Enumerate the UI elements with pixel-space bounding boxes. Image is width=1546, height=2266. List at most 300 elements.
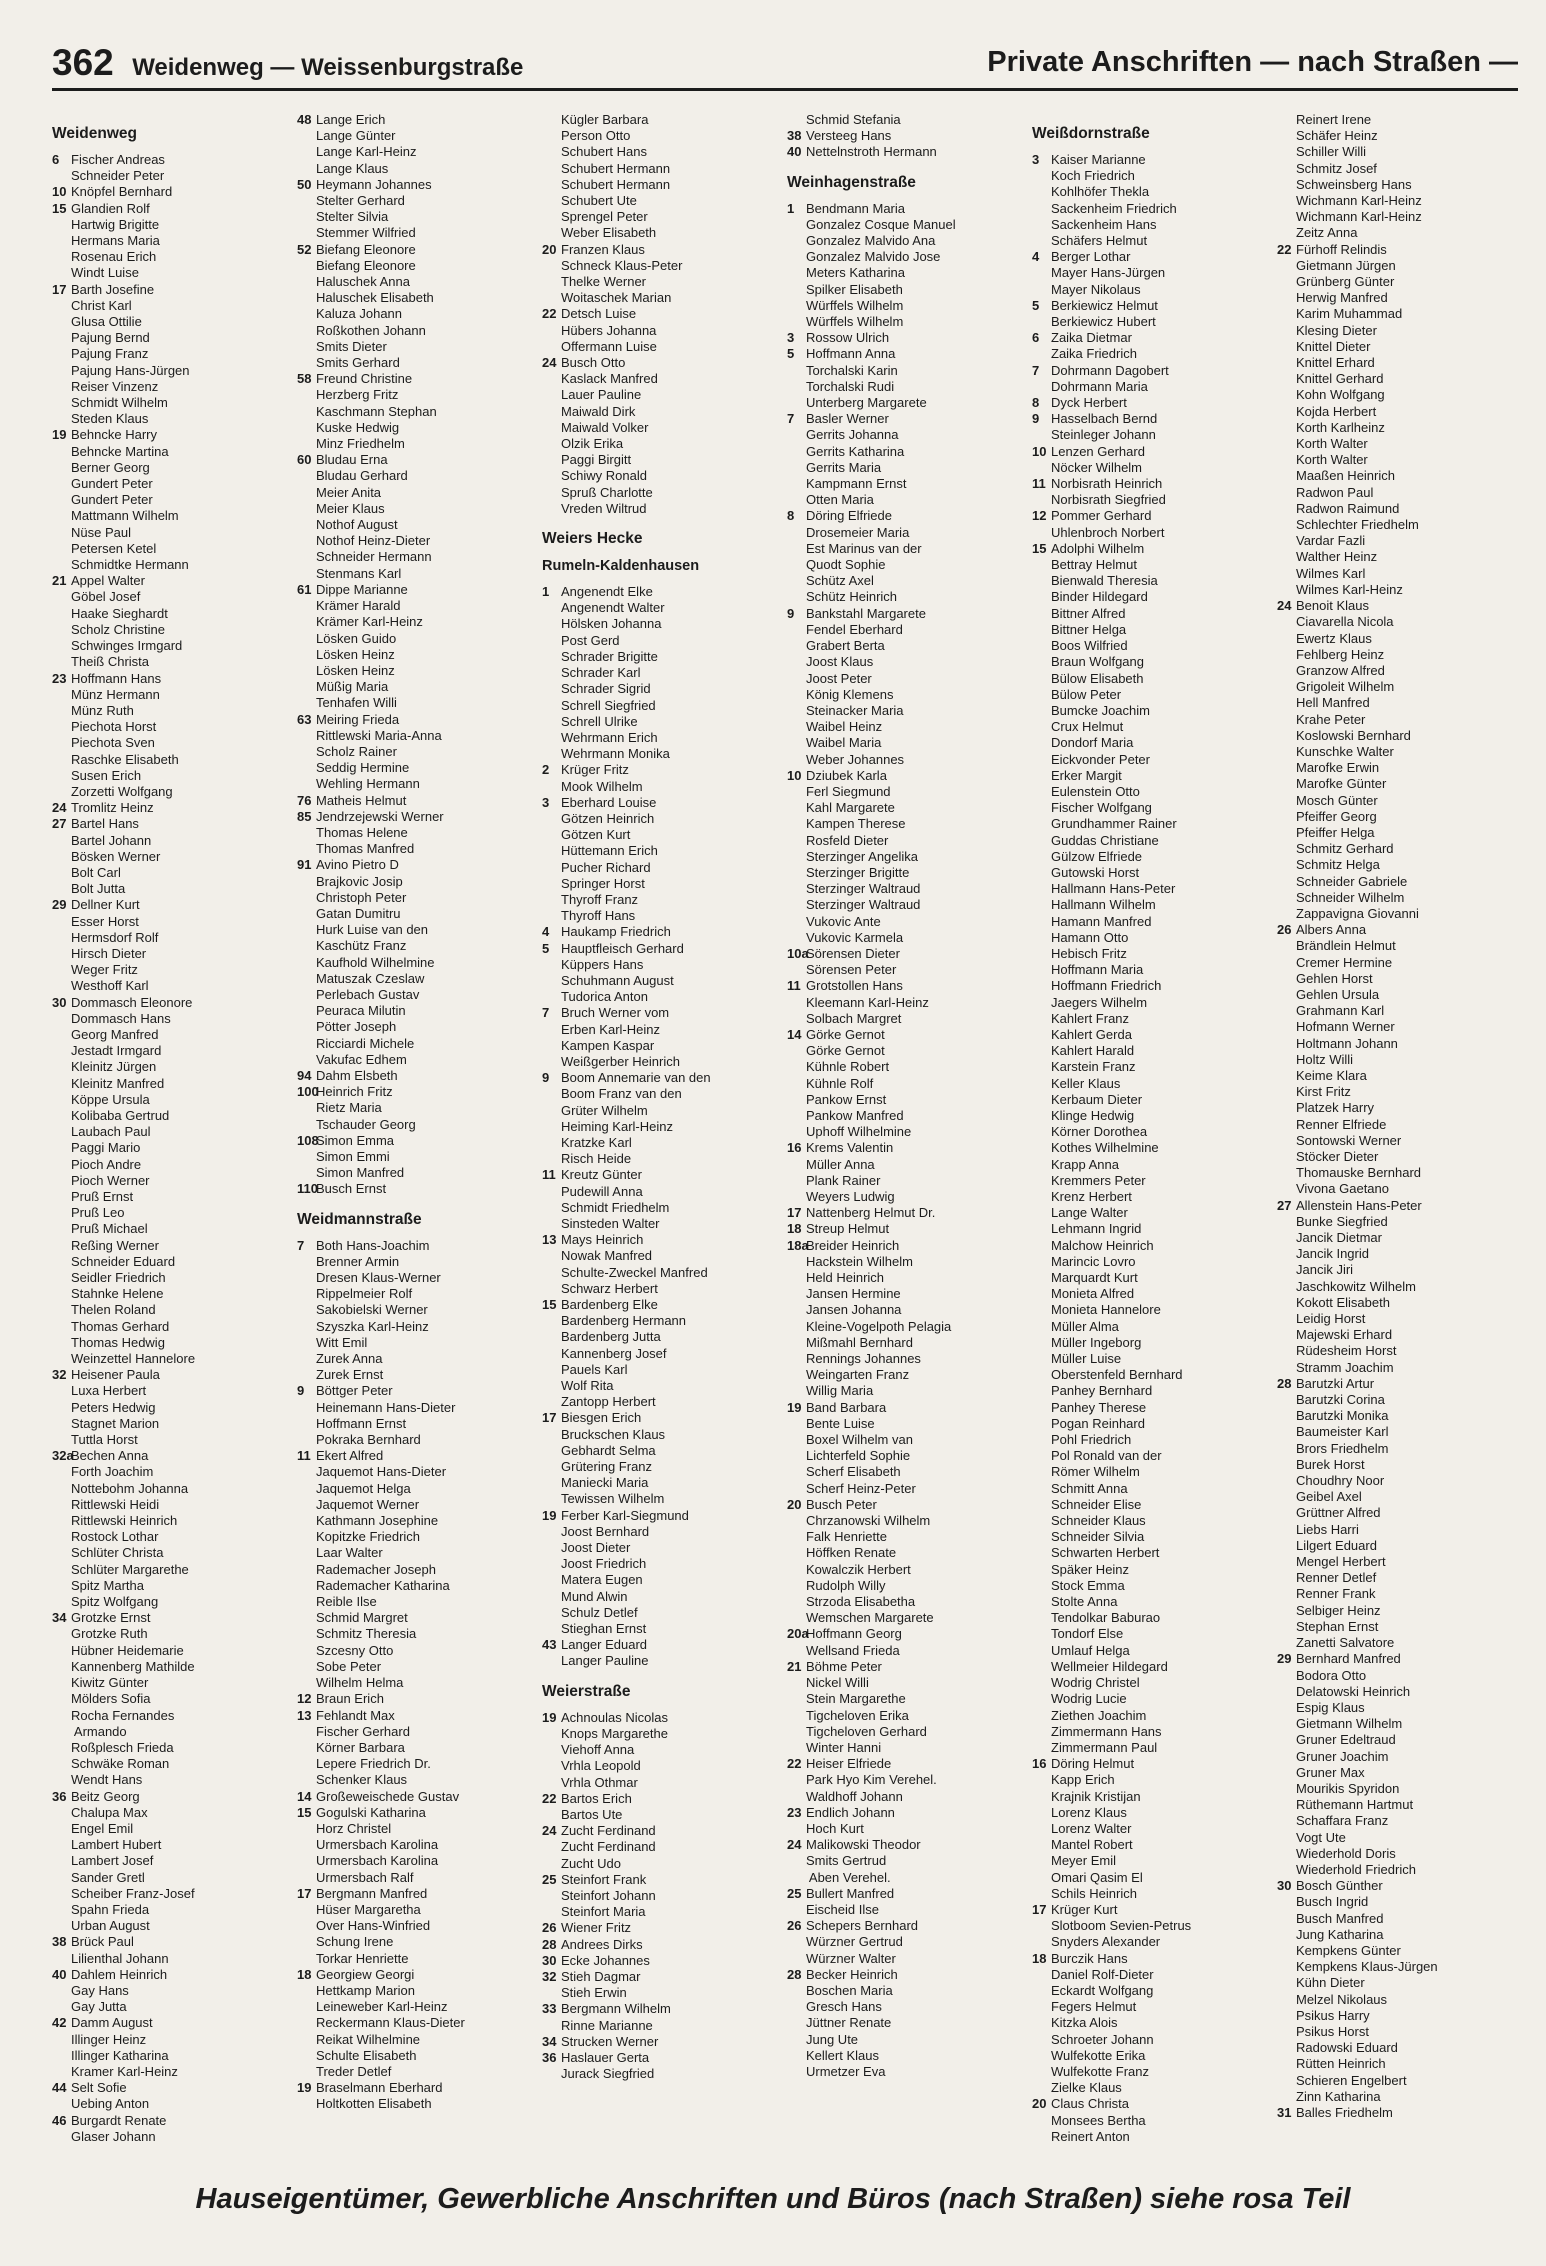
resident-name: Bienwald Theresia [1051,573,1158,589]
resident-name: Hackstein Wilhelm [806,1253,913,1269]
resident-name: Uhlenbroch Norbert [1051,524,1165,540]
resident-entry [542,1726,780,1742]
resident-entry [52,671,290,687]
resident-entry [1032,1529,1270,1545]
resident-entry [542,161,780,177]
resident-name: Joost Dieter [561,1540,631,1556]
resident-entry [1277,1927,1515,1943]
resident-name: Laubach Paul [71,1124,151,1140]
resident-entry [297,128,535,144]
resident-entry [1032,1173,1270,1189]
resident-entry [787,1140,1025,1156]
house-number: 1 [542,584,550,600]
resident-name: Wehrmann Erich [561,729,658,745]
resident-name: Wiederhold Doris [1296,1845,1396,1861]
resident-name: Tenhafen Willi [316,695,397,711]
resident-name: Knittel Erhard [1296,355,1375,371]
house-number: 32 [542,1968,557,1984]
resident-entry [297,501,535,517]
resident-entry [542,1920,780,1936]
resident-name: Sakobielski Werner [316,1302,428,1318]
resident-entry [787,1189,1025,1205]
resident-entry [297,1181,535,1197]
resident-entry [787,1205,1025,1221]
resident-name: Achnoulas Nicolas [561,1709,668,1725]
resident-name: Schmidt Wilhelm [71,395,168,411]
resident-name: Schrader Karl [561,665,641,681]
resident-name: Lichterfeld Sophie [806,1448,911,1464]
resident-entry [787,249,1025,265]
resident-name: Burczik Hans [1051,1950,1128,1966]
resident-entry [52,865,290,881]
resident-name: Müller Luise [1051,1351,1122,1367]
resident-entry [297,1165,535,1181]
resident-entry [542,795,780,811]
resident-name: Sterzinger Waltraud [806,881,921,897]
resident-entry [1277,387,1515,403]
resident-name: Reiser Vinzenz [71,378,159,394]
resident-entry [1032,1578,1270,1594]
resident-name: Bardenberg Hermann [561,1313,687,1329]
resident-entry [1032,784,1270,800]
resident-entry [787,265,1025,281]
resident-entry [1277,1749,1515,1765]
resident-name: Reßing Werner [71,1237,159,1253]
resident-entry [52,1837,290,1853]
resident-entry [52,881,290,897]
resident-name: Weinzettel Hannelore [71,1351,196,1367]
resident-entry [542,1491,780,1507]
resident-entry [52,1043,290,1059]
resident-name: Zantopp Herbert [561,1394,656,1410]
resident-name: Kohn Wolfgang [1296,387,1385,403]
resident-name: Radwon Paul [1296,484,1374,500]
resident-entry [787,800,1025,816]
resident-entry [297,1643,535,1659]
resident-entry [787,735,1025,751]
resident-name: Kathmann Josephine [316,1513,439,1529]
resident-name: Bankstahl Margarete [806,605,926,621]
resident-entry [297,1708,535,1724]
house-number: 15 [52,200,67,216]
resident-name: Koslowski Bernhard [1296,727,1411,743]
resident-entry [787,784,1025,800]
street-heading: Weiers Hecke [542,530,643,548]
resident-entry [542,1167,780,1183]
resident-entry [297,290,535,306]
house-number: 22 [787,1756,802,1772]
resident-name: Braun Wolfgang [1051,654,1144,670]
resident-name: Boos Wilfried [1051,638,1128,654]
resident-entry [297,1853,535,1869]
resident-name: Schwarz Herbert [561,1280,658,1296]
resident-name: Gutowski Horst [1051,864,1140,880]
resident-name: Urmetzer Eva [806,2063,886,2079]
resident-entry [1277,161,1515,177]
resident-entry [1032,1626,1270,1642]
resident-name: Fegers Helmut [1051,1999,1137,2015]
resident-entry [542,1119,780,1135]
resident-entry [52,1108,290,1124]
resident-name: Wellmeier Hildegard [1051,1658,1168,1674]
resident-entry [1277,485,1515,501]
resident-entry [787,654,1025,670]
resident-name: Kahlert Franz [1051,1010,1130,1026]
resident-name: Kerbaum Dieter [1051,1091,1143,1107]
resident-name: Plank Rainer [806,1172,881,1188]
resident-entry [542,941,780,957]
resident-name: Grotzke Ernst [71,1610,151,1626]
resident-name: Bodora Otto [1296,1667,1367,1683]
resident-name: Sinsteden Walter [561,1216,660,1231]
resident-name: Breider Heinrich [806,1237,900,1253]
resident-entry [787,1545,1025,1561]
resident-name: Münz Ruth [71,702,134,718]
resident-entry [542,1054,780,1070]
resident-name: Pruß Leo [71,1205,125,1221]
resident-name: Crux Helmut [1051,719,1124,735]
resident-entry [1032,298,1270,314]
resident-name: Hofmann Werner [1296,1019,1395,1035]
resident-name: Quodt Sophie [806,557,886,573]
resident-entry [52,1205,290,1221]
resident-entry [787,638,1025,654]
resident-name: Stemmer Wilfried [316,225,416,241]
resident-name: Bittner Alfred [1051,605,1126,621]
resident-name: Sterzinger Waltraud [806,897,921,913]
resident-name: Schrell Siegfried [561,697,656,713]
resident-entry [787,1805,1025,1821]
resident-name: Nettelnstroth Hermann [806,144,937,160]
resident-entry [787,1108,1025,1124]
resident-name: Bolt Carl [71,864,121,880]
resident-name: Bartel Johann [71,832,152,848]
resident-entry [52,606,290,622]
resident-name: Knops Margarethe [561,1725,668,1741]
resident-name: Piechota Sven [71,735,155,751]
resident-name: Snyders Alexander [1051,1934,1161,1950]
resident-name: Joost Peter [806,670,872,686]
resident-entry [297,1675,535,1691]
resident-name: Kannenberg Mathilde [71,1658,195,1674]
resident-name: Laar Walter [316,1545,383,1561]
resident-entry [1032,184,1270,200]
resident-entry [1277,1457,1515,1473]
resident-entry [1032,1724,1270,1740]
resident-name: Tromlitz Heinz [71,800,154,816]
resident-name: Marofke Günter [1296,776,1387,792]
resident-entry [787,1367,1025,1383]
resident-entry [542,1953,780,1969]
resident-entry [787,1319,1025,1335]
resident-entry [787,2015,1025,2031]
resident-name: Böttger Peter [316,1383,393,1399]
resident-entry [1277,549,1515,565]
resident-entry [1277,1424,1515,1440]
resident-name: Zimmermann Hans [1051,1723,1162,1739]
resident-name: Hölsken Johanna [561,616,662,632]
resident-entry [52,1157,290,1173]
resident-name: Rennings Johannes [806,1351,921,1367]
house-number: 16 [787,1140,802,1156]
resident-name: Weber Johannes [806,751,905,767]
resident-name: Oberstenfeld Bernhard [1051,1367,1183,1383]
resident-entry [1032,1238,1270,1254]
resident-name: Pioch Andre [71,1156,142,1172]
resident-name: Scholz Rainer [316,743,397,759]
resident-name: Risch Heide [561,1151,632,1167]
resident-entry [542,973,780,989]
resident-name: Nickel Willi [806,1675,869,1691]
resident-entry [542,746,780,762]
resident-entry [1277,598,1515,614]
resident-entry [787,589,1025,605]
resident-name: Kothes Wilhelmine [1051,1140,1159,1156]
house-number: 5 [787,346,795,362]
resident-entry [787,2048,1025,2064]
resident-entry [542,1200,780,1216]
house-number: 5 [1032,297,1040,313]
resident-entry [787,2064,1025,2080]
resident-name: Renner Frank [1296,1586,1376,1602]
resident-entry [297,598,535,614]
resident-name: Zurek Anna [316,1351,383,1367]
resident-name: Koch Friedrich [1051,168,1135,184]
resident-name: Schubert Ute [561,193,637,209]
resident-name: Gogulski Katharina [316,1804,426,1820]
resident-name: Rittlewski Heidi [71,1496,160,1512]
resident-entry [787,703,1025,719]
resident-entry [1277,1441,1515,1457]
resident-name: Pruß Ernst [71,1189,134,1204]
resident-name: Bente Luise [806,1415,875,1431]
resident-name: Gonzalez Malvido Ana [806,233,936,249]
resident-entry [52,1918,290,1934]
resident-entry [787,962,1025,978]
resident-entry [787,363,1025,379]
resident-entry [1032,654,1270,670]
resident-name: Kaluza Johann [316,306,403,322]
resident-entry [1032,1772,1270,1788]
resident-name: Nottebohm Johanna [71,1480,189,1496]
resident-entry [542,1232,780,1248]
resident-entry [787,1059,1025,1075]
resident-name: Wodrig Christel [1051,1675,1140,1691]
resident-entry [1032,1432,1270,1448]
resident-entry [52,914,290,930]
resident-entry [1277,1522,1515,1538]
resident-entry [297,1821,535,1837]
resident-name: Gay Hans [71,1982,129,1998]
resident-entry [297,744,535,760]
resident-name: Theiß Christa [71,654,150,670]
resident-entry [787,687,1025,703]
resident-entry [52,1302,290,1318]
resident-entry [52,1724,290,1740]
resident-name: Lösken Guido [316,630,397,646]
resident-entry [52,687,290,703]
resident-entry [297,2048,535,2064]
house-number: 9 [542,1070,550,1086]
house-number: 110 [297,1181,318,1197]
resident-entry [1277,1149,1515,1165]
resident-entry [52,282,290,298]
resident-entry [52,557,290,573]
resident-name: Petersen Ketel [71,540,157,556]
resident-entry [297,2080,535,2096]
resident-name: Beitz Georg [71,1788,140,1804]
resident-entry [297,1691,535,1707]
resident-entry [297,1400,535,1416]
resident-entry [1032,881,1270,897]
resident-name: Wiener Fritz [561,1920,632,1936]
house-number: 26 [542,1920,557,1936]
resident-name: Allenstein Hans-Peter [1296,1197,1422,1213]
resident-name: Torchalski Karin [806,362,898,378]
resident-entry [1032,508,1270,524]
resident-entry [787,1416,1025,1432]
resident-entry [297,1052,535,1068]
resident-name: Steinleger Johann [1051,427,1156,443]
resident-name: Hebisch Fritz [1051,945,1127,961]
resident-name: Wellsand Frieda [806,1642,900,1658]
house-number: 12 [297,1691,312,1707]
resident-entry [1032,768,1270,784]
house-number: 50 [297,176,312,192]
resident-entry [1032,800,1270,816]
resident-entry [1277,323,1515,339]
resident-entry [52,1983,290,1999]
resident-entry [542,1775,780,1791]
resident-name: Sackenheim Hans [1051,216,1157,232]
house-number: 40 [52,1966,67,1982]
resident-name: Haukamp Friedrich [561,924,671,940]
resident-entry [542,1038,780,1054]
resident-name: Keime Klara [1296,1067,1367,1083]
resident-name: Gay Jutta [71,1999,127,2015]
resident-entry [787,2032,1025,2048]
resident-entry [297,1497,535,1513]
resident-entry [297,1724,535,1740]
resident-name: Grüttner Alfred [1296,1505,1381,1521]
resident-name: Rosenau Erich [71,249,157,265]
resident-name: Christoph Peter [316,889,407,905]
resident-name: Schwäke Roman [71,1756,170,1772]
house-number: 16 [1032,1756,1047,1772]
resident-entry [542,225,780,241]
resident-entry [787,1464,1025,1480]
resident-entry [297,112,535,128]
resident-name: Offermann Luise [561,338,657,354]
resident-entry [52,508,290,524]
resident-entry [1032,1951,1270,1967]
resident-name: Jaquemot Helga [316,1480,411,1496]
house-number: 43 [542,1637,557,1653]
resident-entry [52,1626,290,1642]
resident-name: Dohrmann Maria [1051,378,1148,394]
resident-name: Pommer Gerhard [1051,508,1152,524]
resident-entry [1032,1983,1270,1999]
resident-name: Stock Emma [1051,1577,1125,1593]
resident-name: Schubert Hermann [561,176,671,192]
resident-name: Zanetti Salvatore [1296,1635,1395,1651]
house-number: 7 [542,1005,550,1021]
resident-entry [297,1019,535,1035]
resident-entry [787,330,1025,346]
resident-entry [1032,589,1270,605]
resident-entry [1277,128,1515,144]
resident-entry [787,1335,1025,1351]
resident-entry [1032,411,1270,427]
resident-name: Jurack Siegfried [561,2066,655,2082]
resident-entry [1277,744,1515,760]
resident-entry [787,1513,1025,1529]
resident-name: Höffken Renate [806,1545,897,1561]
resident-name: Reikat Wilhelmine [316,2031,421,2047]
resident-name: Hirsch Dieter [71,945,147,961]
resident-name: Herwig Manfred [1296,290,1388,306]
resident-name: Reckermann Klaus-Dieter [316,2015,465,2031]
resident-name: Solbach Margret [806,1010,902,1026]
resident-name: Stieh Erwin [561,1985,627,2001]
resident-name: Hallmann Wilhelm [1051,897,1156,913]
resident-name: Liebs Harri [1296,1521,1359,1537]
resident-name: Eickvonder Peter [1051,751,1150,767]
resident-entry [1032,541,1270,557]
resident-entry [787,1124,1025,1140]
resident-entry [1032,1481,1270,1497]
resident-name: Pankow Manfred [806,1107,904,1123]
resident-name: Jancik Ingrid [1296,1246,1369,1262]
resident-name: Rittlewski Maria-Anna [316,727,442,743]
resident-name: Jancik Dietmar [1296,1230,1382,1246]
resident-entry [1277,1068,1515,1084]
resident-entry [297,1149,535,1165]
resident-name: Lilgert Eduard [1296,1537,1377,1553]
resident-entry [1277,1813,1515,1829]
resident-entry [1032,1902,1270,1918]
resident-name: Angenendt Elke [561,584,653,600]
resident-name: Stieghan Ernst [561,1621,647,1637]
resident-name: Tigcheloven Gerhard [806,1723,927,1739]
resident-entry [1032,1756,1270,1772]
resident-name: Schmitz Helga [1296,857,1380,873]
resident-entry [297,306,535,322]
resident-entry [542,600,780,616]
resident-entry [297,809,535,825]
resident-name: Körner Barbara [316,1739,405,1755]
resident-entry [297,857,535,873]
resident-name: Böhme Peter [806,1658,882,1674]
resident-entry [542,1605,780,1621]
resident-entry [787,525,1025,541]
street-heading: Weierstraße [542,1682,631,1700]
resident-name: Thelke Werner [561,274,647,290]
house-number: 22 [1277,241,1292,257]
resident-entry [542,1572,780,1588]
resident-name: Dyck Herbert [1051,395,1127,411]
resident-name: Eulenstein Otto [1051,783,1140,799]
resident-name: Schaffara Franz [1296,1813,1389,1829]
resident-entry [1032,1286,1270,1302]
resident-name: Georgiew Georgi [316,1966,415,1982]
resident-entry [542,1556,780,1572]
resident-name: Würzner Gertrud [806,1934,903,1950]
resident-name: Hasselbach Bernd [1051,411,1158,427]
resident-name: Görke Gernot [806,1026,885,1042]
resident-name: Brors Friedhelm [1296,1440,1389,1456]
resident-entry [1032,735,1270,751]
